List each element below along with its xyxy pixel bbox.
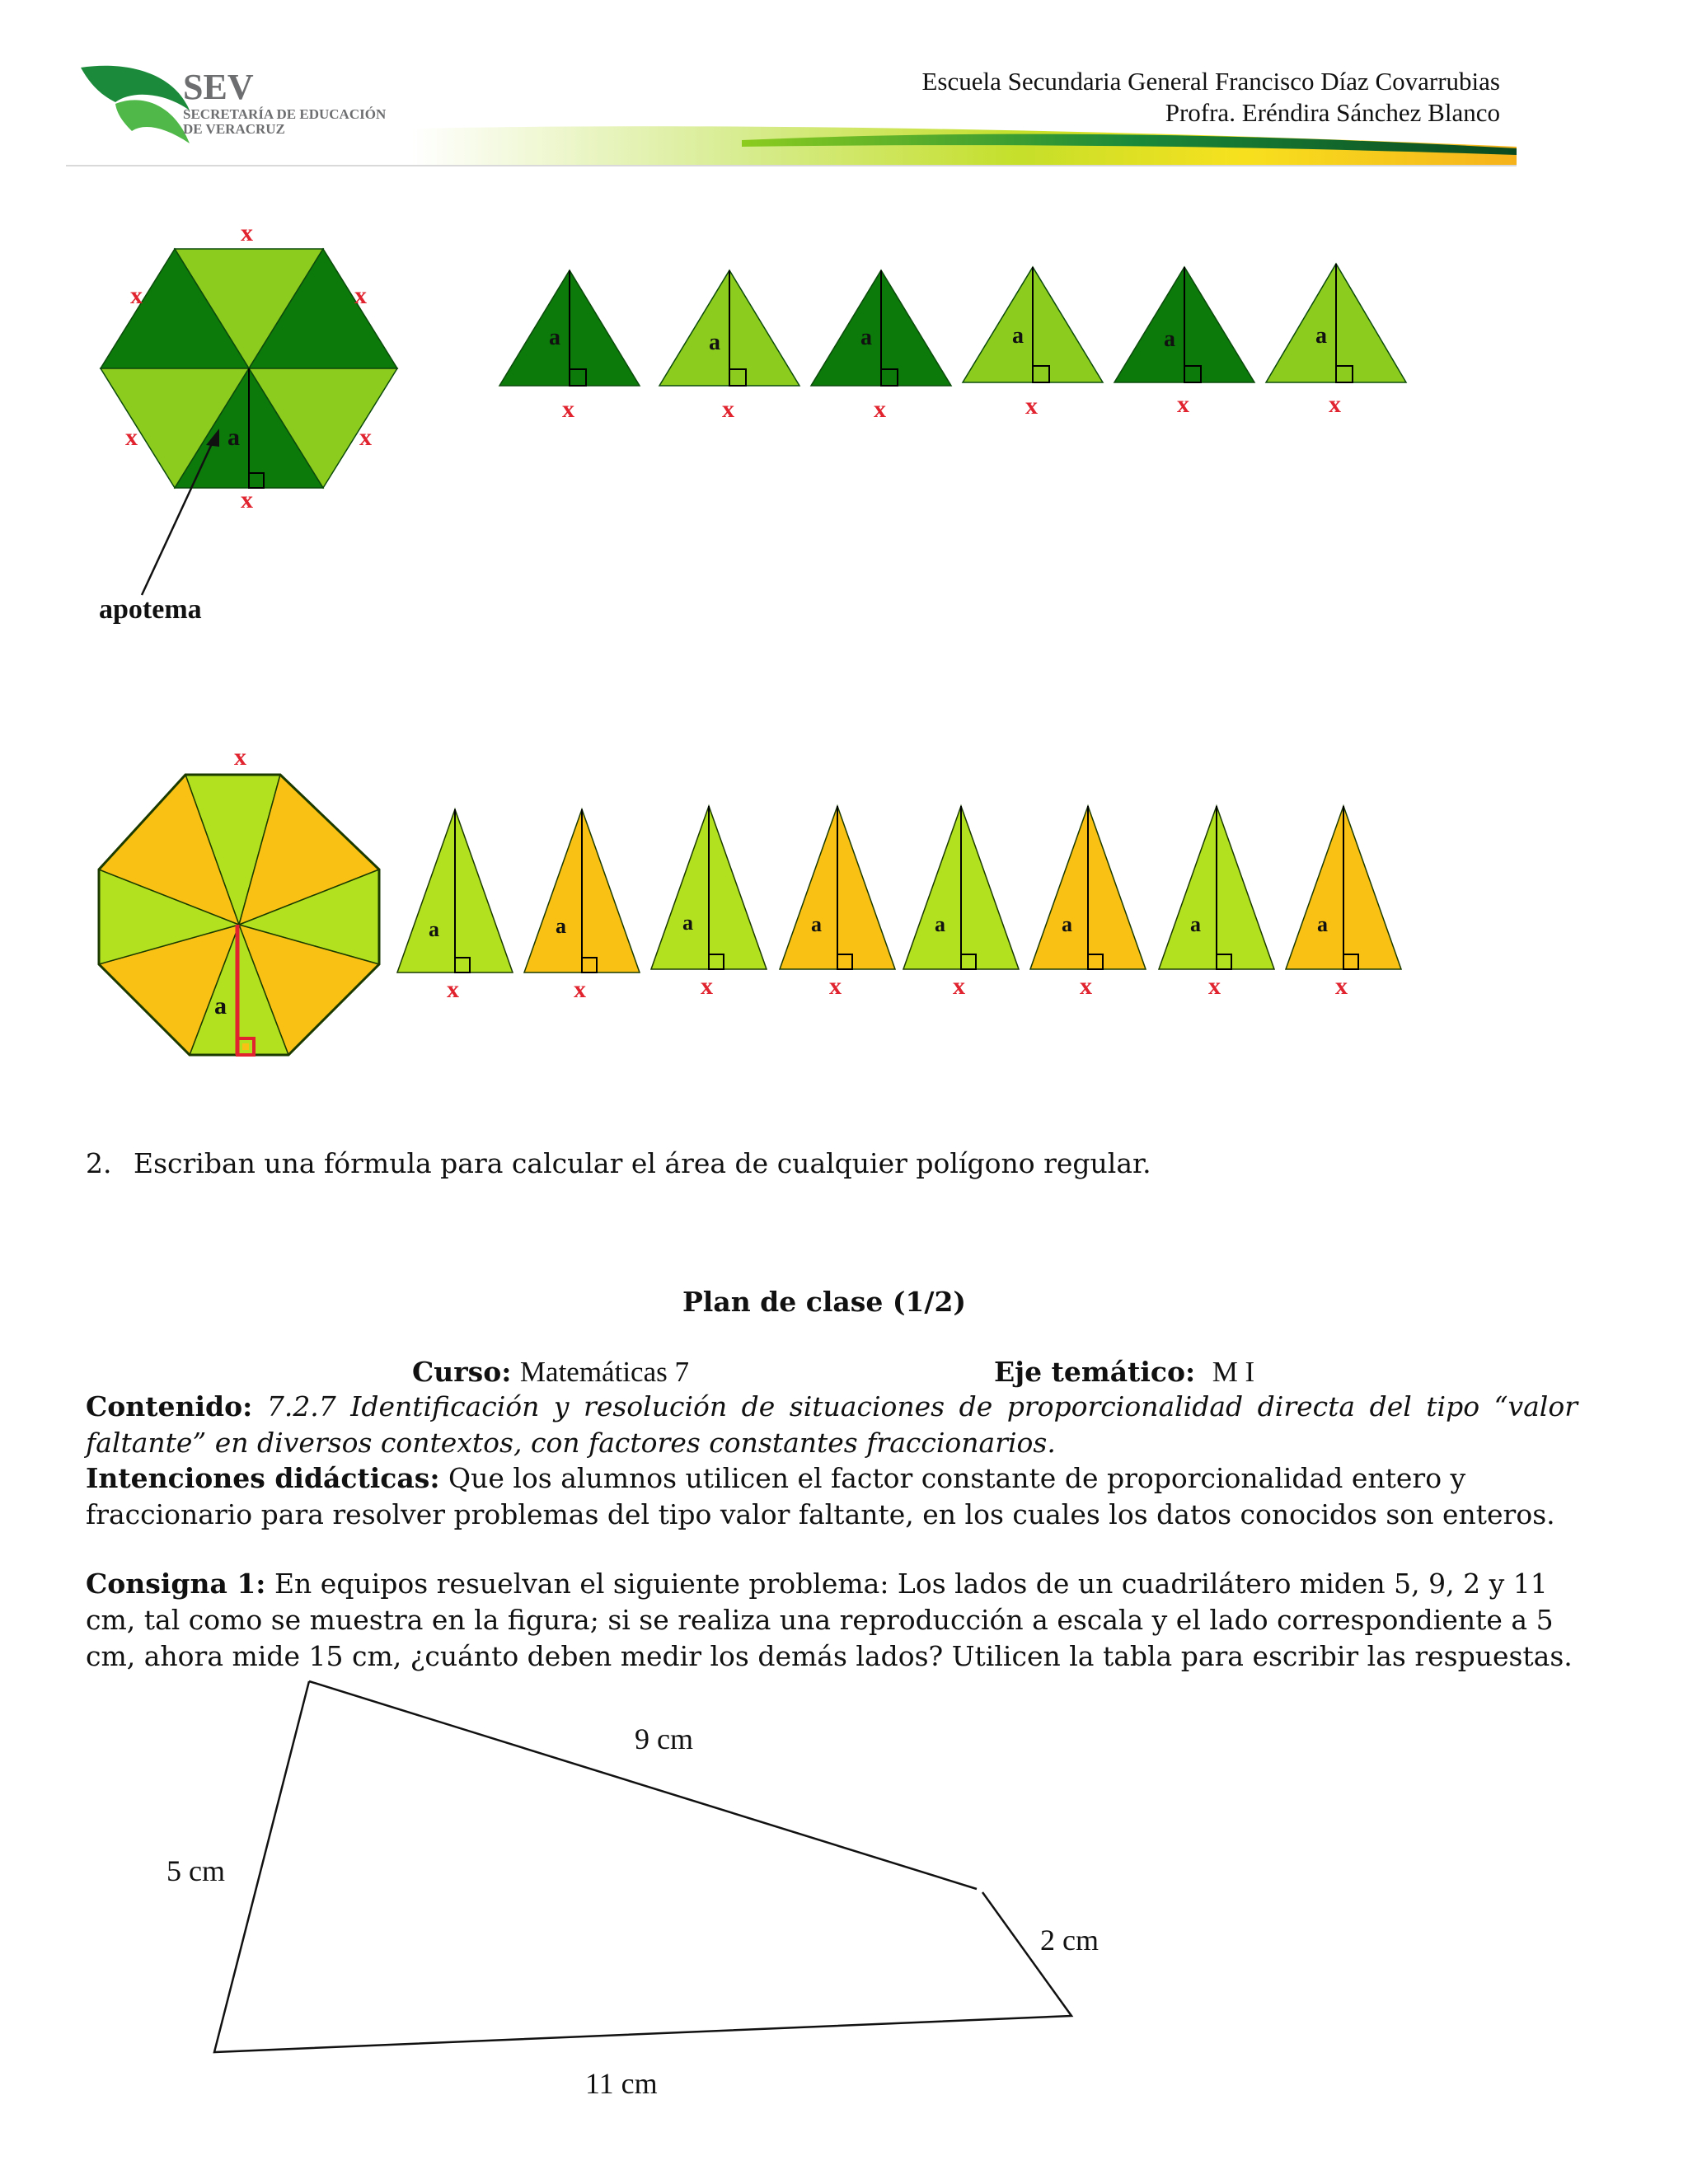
hexagon-triangles-row xyxy=(495,255,1426,429)
side-left-label: 5 cm xyxy=(166,1854,225,1887)
side-label: x xyxy=(359,424,372,451)
triangle xyxy=(1030,806,1146,1000)
consigna-label: Consigna 1: xyxy=(86,1568,266,1600)
svg-text:x: x xyxy=(701,972,713,1000)
triangle xyxy=(651,806,767,1000)
svg-text:a: a xyxy=(556,914,566,938)
side-label: x xyxy=(354,282,367,309)
logo-acronym: SEV xyxy=(183,67,254,107)
intenciones xyxy=(86,1460,1578,1533)
header-swoosh xyxy=(66,122,1517,168)
triangle xyxy=(499,270,640,423)
side-label: x xyxy=(241,219,253,246)
svg-text:a: a xyxy=(549,325,560,350)
contenido-text: 7.2.7 Identificación y resolución de situaciones de proporcionalidad directa del tipo “valor faltante” en diversos contextos, con factores constantes fraccionarios. xyxy=(86,1390,1578,1459)
side-label: x xyxy=(241,486,253,513)
quadrilateral-figure xyxy=(148,1665,1137,2102)
svg-text:x: x xyxy=(447,976,459,1003)
svg-text:x: x xyxy=(1335,972,1348,1000)
svg-text:a: a xyxy=(860,325,872,350)
consigna-text: En equipos resuelvan el siguiente problema: Los lados de un cuadrilátero miden 5, 9, 2 y 11 cm, tal como se muestra en la figura; si se realiza una reproducción a escala y el lado correspondiente a 5 cm, ahora mide 15 cm, ¿cuánto deben medir los demás lados? Utilicen la tabla para escribir las respuestas. xyxy=(86,1568,1573,1672)
consigna-1 xyxy=(86,1566,1578,1675)
triangle xyxy=(397,809,513,1003)
teacher-name: Profra. Eréndira Sánchez Blanco xyxy=(1165,98,1500,127)
svg-text:x: x xyxy=(953,972,965,1000)
side-bottom-label: 11 cm xyxy=(585,2067,658,2100)
side-top-label: 9 cm xyxy=(635,1722,693,1755)
side-right-label: 2 cm xyxy=(1040,1924,1099,1957)
side-label: x xyxy=(234,743,246,771)
curso-line xyxy=(412,1356,689,1389)
side-label: x xyxy=(125,424,138,451)
curso-label: Curso: xyxy=(412,1356,512,1388)
hexagon-figure xyxy=(99,214,429,626)
header xyxy=(0,0,1688,173)
triangle xyxy=(963,267,1103,419)
svg-text:a: a xyxy=(429,917,439,941)
triangle xyxy=(1266,264,1406,418)
svg-text:a: a xyxy=(1317,912,1328,936)
question-text: Escriban una fórmula para calcular el área de cualquier polígono regular. xyxy=(134,1147,1151,1179)
svg-text:x: x xyxy=(874,396,886,423)
apothem-label: a xyxy=(227,424,240,451)
svg-text:a: a xyxy=(1062,912,1072,936)
logo-line2: DE VERACRUZ xyxy=(183,121,285,137)
contenido-label: Contenido: xyxy=(86,1390,253,1422)
svg-text:a: a xyxy=(709,330,720,355)
contenido xyxy=(86,1389,1578,1461)
svg-text:x: x xyxy=(829,972,842,1000)
svg-text:a: a xyxy=(682,911,693,935)
triangle xyxy=(903,806,1019,1000)
eje-line xyxy=(994,1356,1254,1389)
svg-text:x: x xyxy=(1177,391,1189,418)
svg-text:x: x xyxy=(574,976,586,1003)
svg-text:x: x xyxy=(1025,392,1038,419)
octagon-triangles-row xyxy=(387,799,1426,1005)
svg-text:a: a xyxy=(1164,326,1175,352)
svg-text:x: x xyxy=(722,396,734,423)
school-name: Escuela Secundaria General Francisco Díaz Covarrubias xyxy=(921,67,1500,96)
plan-title: Plan de clase (1/2) xyxy=(682,1286,967,1318)
svg-text:a: a xyxy=(935,912,945,936)
svg-text:x: x xyxy=(1208,972,1221,1000)
question-2 xyxy=(86,1147,1151,1179)
triangle xyxy=(659,270,799,423)
intenciones-text: Que los alumnos utilicen el factor constante de proporcionalidad entero y fraccionario para resolver problemas del tipo valor faltante, en los cuales los datos conocidos son enteros. xyxy=(86,1462,1555,1530)
svg-text:a: a xyxy=(1012,323,1024,349)
triangle xyxy=(524,809,640,1003)
svg-text:a: a xyxy=(811,912,822,936)
intenciones-label: Intenciones didácticas: xyxy=(86,1462,440,1494)
question-number: 2. xyxy=(86,1147,112,1179)
logo-line1: SECRETARÍA DE EDUCACIÓN xyxy=(183,106,387,122)
triangle xyxy=(1159,806,1274,1000)
eje-value: M I xyxy=(1212,1356,1255,1388)
eje-label: Eje temático: xyxy=(994,1356,1196,1388)
svg-text:x: x xyxy=(1329,391,1341,418)
apothem-caption: apotema xyxy=(99,594,202,625)
triangle xyxy=(1114,267,1254,418)
triangle xyxy=(780,806,895,1000)
svg-text:x: x xyxy=(562,396,574,423)
triangle xyxy=(811,270,951,423)
apothem-label: a xyxy=(214,992,227,1019)
octagon-figure xyxy=(91,742,396,1071)
side-label: x xyxy=(130,282,143,309)
svg-text:a: a xyxy=(1190,912,1201,936)
triangle xyxy=(1286,806,1401,1000)
svg-text:x: x xyxy=(1080,972,1092,1000)
svg-text:a: a xyxy=(1315,323,1327,349)
curso-value: Matemáticas 7 xyxy=(519,1356,689,1388)
